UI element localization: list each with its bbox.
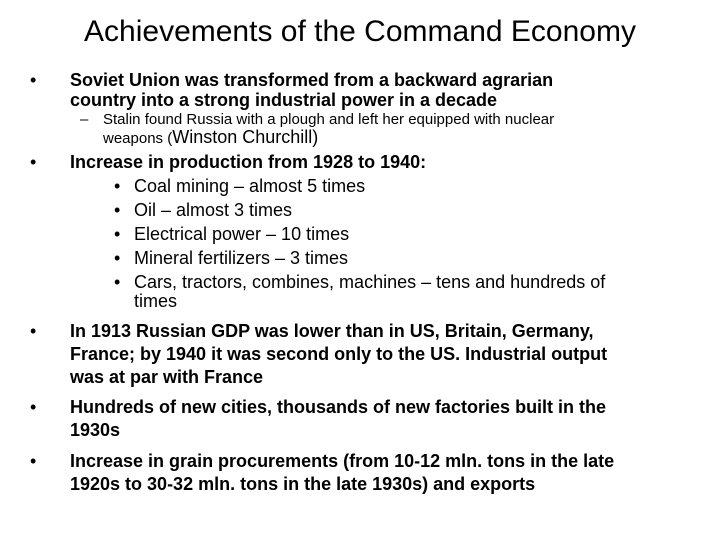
sub-bullet-dash: – <box>80 111 89 128</box>
bullet-3-line-2: France; by 1940 it was second only to the US. Industrial output <box>70 344 608 364</box>
production-item: Cars, tractors, combines, machines – tens and hundreds of <box>134 272 606 292</box>
bullet-1-line-1: Soviet Union was transformed from a backward agrarian <box>70 70 554 90</box>
production-item-continuation: times <box>134 291 178 311</box>
bullet-5-line-2: 1920s to 30-32 mln. tons in the late 1930s) and exports <box>70 474 536 494</box>
sub-bullet-line-1: Stalin found Russia with a plough and left her equipped with nuclear <box>103 111 555 128</box>
production-item-marker: • <box>114 176 121 196</box>
production-item: Mineral fertilizers – 3 times <box>134 248 349 268</box>
production-item: Coal mining – almost 5 times <box>134 176 366 196</box>
bullet-marker: • <box>30 451 37 471</box>
bullet-3-line-3: was at par with France <box>70 367 264 387</box>
bullet-1-line-2: country into a strong industrial power in a decade <box>70 90 498 110</box>
bullet-marker: • <box>30 152 37 172</box>
sub-bullet-prefix: weapons ( <box>103 130 173 147</box>
bullet-marker: • <box>30 321 37 341</box>
production-item: Electrical power – 10 times <box>134 224 350 244</box>
sub-bullet-line-2 <box>103 128 318 148</box>
bullet-4-line-2: 1930s <box>70 420 121 440</box>
bullet-2-line-1: Increase in production from 1928 to 1940: <box>70 152 427 172</box>
production-item-marker: • <box>114 224 121 244</box>
slide-title: Achievements of the Command Economy <box>84 15 636 48</box>
production-item-marker: • <box>114 272 121 292</box>
production-item-marker: • <box>114 248 121 268</box>
production-item-marker: • <box>114 200 121 220</box>
bullet-marker: • <box>30 397 37 417</box>
bullet-4-line-1: Hundreds of new cities, thousands of new factories built in the <box>70 397 607 417</box>
bullet-3-line-1: In 1913 Russian GDP was lower than in US, Britain, Germany, <box>70 321 594 341</box>
bullet-marker: • <box>30 70 37 90</box>
sub-bullet-source: Winston Churchill) <box>172 127 319 147</box>
production-item: Oil – almost 3 times <box>134 200 293 220</box>
bullet-5-line-1: Increase in grain procurements (from 10-12 mln. tons in the late <box>70 451 615 471</box>
